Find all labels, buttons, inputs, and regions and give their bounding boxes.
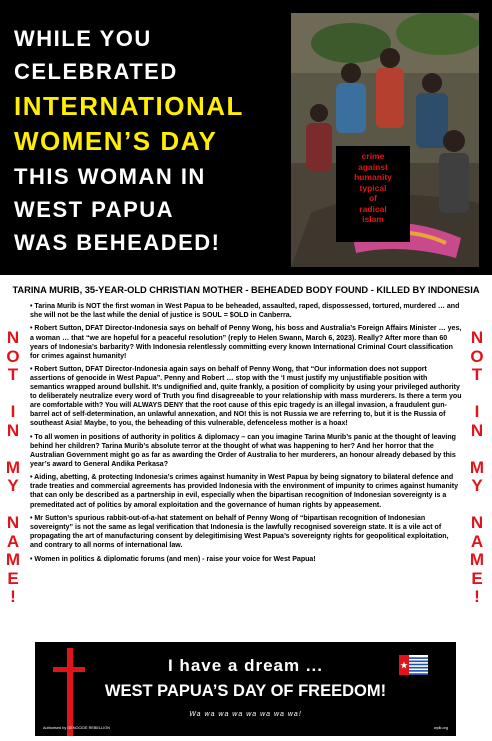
- side-letter: O: [470, 346, 484, 366]
- bullet-item: • Aiding, abetting, & protecting Indonesia’s crimes against humanity in West Papua by being signatory to bilateral defence and trade treaties and commercial agreements has provided Indonesia with the environment of impunity to crimes against humanity that can only be described as a partnership in evil, especially when the bipartisan recognition of Indonesian sovereignty is a premeditated act of politics by amoral exploitation and the governance of human rights by appeasement.: [30, 474, 459, 509]
- side-letter: A: [6, 531, 20, 551]
- headline-line-5: THIS WOMAN IN: [14, 164, 206, 189]
- side-letter: I: [10, 402, 16, 421]
- side-letter: E: [471, 568, 483, 588]
- side-letter: [468, 440, 486, 459]
- bullet-list: [30, 302, 463, 568]
- side-letter: [4, 385, 22, 404]
- side-letter: [468, 385, 486, 404]
- side-letter: [468, 496, 486, 515]
- bullet-item: • Tarina Murib is NOT the first woman in West Papua to be beheaded, assaulted, raped, dispossessed, tortured, murdered … and she will not be the last while the denial of justice is SOUL = $OLD in Canberra.: [30, 303, 460, 320]
- side-letter: N: [6, 328, 20, 347]
- website-link[interactable]: wpik.org: [433, 726, 448, 730]
- photo-caption-line: radical: [359, 203, 387, 214]
- side-letter: T: [7, 365, 19, 384]
- dream-title: I have a dream ...: [167, 656, 323, 675]
- side-letter: N: [470, 328, 484, 347]
- side-letter: M: [5, 457, 21, 477]
- dream-banner: [35, 642, 456, 736]
- photo-caption-line: of: [368, 193, 378, 203]
- side-letter: Y: [471, 476, 483, 495]
- photo-caption-box: [336, 146, 410, 242]
- side-letter: [4, 440, 22, 459]
- photo-caption-line: crime: [361, 151, 385, 161]
- bullet-item: • Mr Sutton’s spurious rabbit-out-of-a-hat statement on behalf of Penny Wong of “bipartisan recognition of Indonesian sovereignty” is not the same as legal verification that Indonesia is the lawfully recognised sovereign state. It is a vile act of propagating the art of manufacturing consent by delegitimising West Papua’s sovereignty rights for geopolitical exploitation, and contrary to all norms of international law.: [30, 514, 449, 550]
- side-letter: N: [470, 420, 484, 440]
- side-letter: E: [7, 568, 19, 588]
- headline-line-7: WAS BEHEADED!: [14, 230, 221, 255]
- chant-text: Wa wa wa wa wa wa wa wa!: [189, 711, 302, 718]
- freedom-headline: WEST PAPUA’S DAY OF FREEDOM!: [104, 682, 387, 700]
- bottom-section: [0, 637, 492, 741]
- headline-line-6: WEST PAPUA: [14, 197, 175, 222]
- top-section: [0, 0, 492, 275]
- side-letter: M: [469, 457, 485, 477]
- bullet-item: • Women in politics & diplomatic forums (and men) - raise your voice for West Papua!: [30, 555, 316, 563]
- side-letter: !: [474, 587, 480, 606]
- photo-caption-line: humanity: [354, 172, 392, 182]
- not-in-my-name-right: [468, 329, 486, 607]
- headline-line-4: WOMEN’S DAY: [14, 126, 218, 156]
- photo-caption-line: islam: [362, 214, 384, 224]
- morning-star-flag-icon: [399, 655, 428, 675]
- side-letter: O: [6, 346, 20, 366]
- bullet-item: • Robert Sutton, DFAT Director-Indonesia again says on behalf of Penny Wong, that “Our information does not support assertions of genocide in West Papua”. Penny and Robert … stop with the ‘I must justify my unjustifiable position with semantics wrapped around bullshit. It’s undignified and, quite frankly, a position of complicity by using your privileged authority to deliberately neutralize every word of Truth you find disagreeable to your relationship with mass murderers. Is there a term you are comfortable with? You will ALWAYS DENY that the root cause of this epic tragedy is an illegal invasion, a fraudulent gun-barrel act of self-determination, an unlawful annexation, and NO! this is not Russia we are referring to, but it is the Russia of southeast Asia! Maybe, to you, the beheading of this vulnerable, defenceless mother is a hoax!: [30, 366, 462, 428]
- authorised-by: Authorised by GENOCIDE REBELLION: [43, 726, 110, 730]
- side-letter: T: [471, 365, 483, 384]
- photo-caption-line: against: [358, 161, 388, 172]
- side-letter: M: [469, 550, 485, 569]
- headline-line-1: WHILE YOU: [14, 26, 152, 51]
- side-letter: N: [6, 420, 20, 440]
- headline-line-2: CELEBRATED: [14, 59, 178, 84]
- side-letter: N: [6, 513, 20, 532]
- bullet-item: • To all women in positions of authority in politics & diplomacy – can you imagine Tarina Murib’s panic at the thought of leaving behind her children? Tarina Murib’s absolute terror at the thought of what was happening to her? And her horror that the Australian Government might go as far as awarding the Order of Australia to her murderers, an honour already debased by this year’s award to General Andika Perkasa?: [30, 433, 456, 468]
- side-letter: I: [474, 402, 480, 421]
- not-in-my-name-left: [4, 329, 22, 607]
- side-letter: Y: [7, 476, 19, 495]
- article-body: [0, 275, 492, 637]
- side-letter: A: [470, 531, 484, 551]
- side-letter: [4, 496, 22, 515]
- side-letter: !: [10, 587, 16, 606]
- photo-caption-line: typical: [359, 182, 387, 193]
- subheadline: TARINA MURIB, 35-YEAR-OLD CHRISTIAN MOTHER - BEHEADED BODY FOUND - KILLED BY INDONESIA: [12, 285, 480, 295]
- bullet-item: • Robert Sutton, DFAT Director-Indonesia says on behalf of Penny Wong, his boss and Australia’s Foreign Affairs Minister … yes, a woman … that “we are hopeful for a peaceful resolution” (reply to Helen Swann, March 6, 2023). Really? After more than 60 years of Indonesia’s barbarity? With Indonesia relentlessly committing every known International Criminal Court classification for crimes against humanity!: [30, 325, 462, 360]
- side-letter: N: [470, 513, 484, 532]
- side-letter: M: [5, 550, 21, 569]
- headline-line-3: INTERNATIONAL: [14, 91, 244, 121]
